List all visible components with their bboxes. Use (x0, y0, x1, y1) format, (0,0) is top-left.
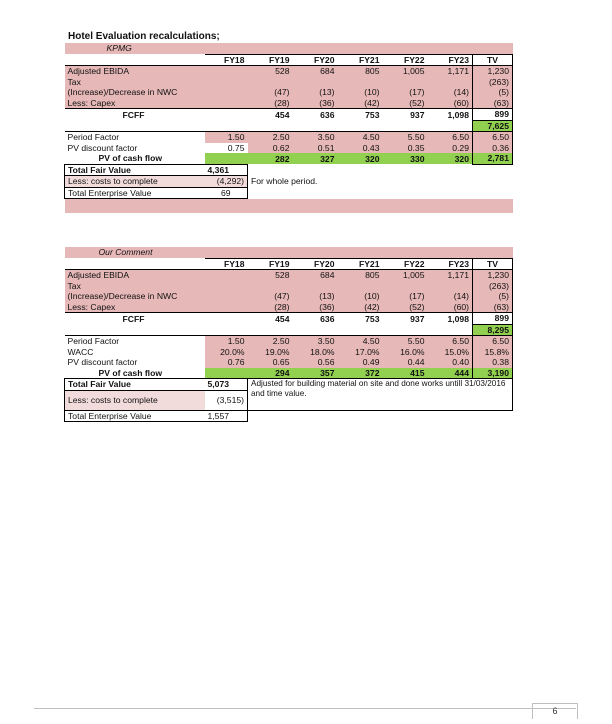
row-label: Tax (65, 281, 205, 292)
cell: 1,098 (428, 313, 473, 325)
table-row (65, 281, 513, 292)
row-label: PV of cash flow (98, 153, 163, 164)
cell: 6.50 (428, 336, 473, 347)
cell (338, 281, 383, 292)
summary-value: 4,361 (205, 164, 248, 176)
cell: (17) (383, 87, 428, 98)
cell: 0.35 (383, 143, 428, 154)
cell (205, 109, 248, 121)
table-row (65, 270, 513, 281)
cell: 937 (383, 109, 428, 121)
note: Adjusted for building material on site and done works untill 31/03/2016 and time value. (248, 379, 513, 411)
cell: 16.0% (383, 347, 428, 358)
table-row (65, 87, 513, 98)
table-row (65, 347, 513, 358)
spacer (65, 199, 513, 214)
year-header: FY23 (428, 258, 473, 270)
cell: 805 (338, 66, 383, 77)
cell (205, 368, 248, 379)
cell (205, 302, 248, 313)
cell (383, 77, 428, 88)
cell: (52) (383, 302, 428, 313)
table-row-pv (65, 153, 513, 164)
kpmg-banner: KPMG (65, 43, 513, 54)
summary-row (65, 379, 513, 391)
cell: 444 (428, 368, 473, 379)
tv-total-row (65, 120, 513, 132)
row-label: PV of cash flow (98, 367, 163, 378)
cell: 1.50 (205, 336, 248, 347)
cell: (60) (428, 302, 473, 313)
cell (205, 270, 248, 281)
cell: 6.50 (473, 336, 513, 347)
cell (338, 77, 383, 88)
summary-label: Total Fair Value (65, 164, 205, 176)
row-label: FCFF (65, 313, 205, 325)
cell (205, 77, 248, 88)
year-header-tv: TV (473, 54, 513, 66)
cell: 0.36 (473, 143, 513, 154)
cell: (42) (338, 98, 383, 109)
cell: (47) (248, 291, 293, 302)
cell: 4.50 (338, 132, 383, 143)
year-header: FY20 (293, 54, 338, 66)
row-label: Period Factor (65, 132, 205, 143)
summary-value: (3,515) (205, 390, 248, 410)
cell: 0.38 (473, 357, 513, 368)
cell: 1,230 (473, 270, 513, 281)
row-label: Tax (65, 77, 205, 88)
row-label: (Increase)/Decrease in NWC (65, 291, 205, 302)
summary-value: 5,073 (205, 379, 248, 391)
cell: 3,190 (473, 368, 513, 379)
cell: 1,098 (428, 109, 473, 121)
tv-total: 7,625 (473, 120, 513, 132)
summary-value: 69 (205, 187, 248, 199)
cell: 1,005 (383, 66, 428, 77)
blank (248, 187, 513, 199)
cell (428, 77, 473, 88)
cell: 320 (428, 153, 473, 164)
page-number: 6 (532, 703, 578, 719)
cell: (263) (473, 281, 513, 292)
kpmg-valuation-table (64, 43, 513, 213)
footer-rule (34, 708, 576, 709)
cell: 6.50 (473, 132, 513, 143)
cell: (5) (473, 291, 513, 302)
table-row (65, 291, 513, 302)
summary-row (65, 410, 513, 422)
cell (205, 153, 248, 164)
cell: 684 (293, 270, 338, 281)
cell: 805 (338, 270, 383, 281)
cell: 1.50 (205, 132, 248, 143)
our-valuation-table (64, 247, 513, 422)
cell: (60) (428, 98, 473, 109)
cell: 20.0% (205, 347, 248, 358)
row-label: Less: Capex (65, 98, 205, 109)
cell: 4.50 (338, 336, 383, 347)
cell: 320 (338, 153, 383, 164)
year-header: FY18 (205, 54, 248, 66)
cell: 327 (293, 153, 338, 164)
table-row (65, 357, 513, 368)
our-banner: Our Comment (65, 247, 513, 258)
summary-value: (4,292) (205, 176, 248, 188)
cell: (42) (338, 302, 383, 313)
cell: (10) (338, 291, 383, 302)
summary-row (65, 187, 513, 199)
year-header-spacer (65, 54, 205, 66)
summary-label: Less: costs to complete (65, 390, 205, 410)
year-header: FY23 (428, 54, 473, 66)
year-header: FY20 (293, 258, 338, 270)
summary-label: Total Enterprise Value (65, 187, 205, 199)
cell: 2,781 (473, 153, 513, 164)
cell: 0.43 (338, 143, 383, 154)
cell: 18.0% (293, 347, 338, 358)
cell: 372 (338, 368, 383, 379)
row-label: (Increase)/Decrease in NWC (65, 87, 205, 98)
cell: 0.40 (428, 357, 473, 368)
cell: 5.50 (383, 132, 428, 143)
row-label: Adjusted EBIDA (65, 66, 205, 77)
table-row-pv (65, 368, 513, 379)
tv-total-row (65, 324, 513, 336)
cell (205, 291, 248, 302)
cell (205, 281, 248, 292)
cell: 0.29 (428, 143, 473, 154)
cell: (10) (338, 87, 383, 98)
page-title: Hotel Evaluation recalculations; (68, 31, 220, 42)
cell: 15.0% (428, 347, 473, 358)
cell: 636 (293, 109, 338, 121)
cell: 3.50 (293, 336, 338, 347)
blank (65, 120, 473, 132)
cell: 454 (248, 109, 293, 121)
cell: 330 (383, 153, 428, 164)
cell: 1,230 (473, 66, 513, 77)
cell (293, 281, 338, 292)
cell (428, 281, 473, 292)
year-header: FY21 (338, 258, 383, 270)
row-label: Period Factor (65, 336, 205, 347)
cell (205, 66, 248, 77)
cell: (63) (473, 302, 513, 313)
table-row-fcff (65, 313, 513, 325)
cell: 357 (293, 368, 338, 379)
row-label: PV discount factor (67, 142, 138, 153)
cell: (36) (293, 302, 338, 313)
cell (293, 77, 338, 88)
cell: 0.51 (293, 143, 338, 154)
cell: 15.8% (473, 347, 513, 358)
note: For whole period. (251, 176, 318, 187)
cell (248, 281, 293, 292)
table-row (65, 143, 513, 154)
cell: (47) (248, 87, 293, 98)
kpmg-year-header-row (65, 54, 513, 66)
summary-value: 1,557 (205, 410, 248, 422)
cell: 0.44 (383, 357, 428, 368)
cell: 3.50 (293, 132, 338, 143)
cell: 0.65 (248, 357, 293, 368)
cell: (13) (293, 291, 338, 302)
row-label: WACC (67, 346, 94, 357)
cell: 282 (248, 153, 293, 164)
summary-row (65, 176, 513, 188)
table-row-fcff (65, 109, 513, 121)
summary-label: Less: costs to complete (65, 176, 205, 188)
cell: (14) (428, 291, 473, 302)
cell: 6.50 (428, 132, 473, 143)
year-header: FY19 (248, 258, 293, 270)
summary-label: Total Fair Value (65, 379, 205, 391)
cell: (5) (473, 87, 513, 98)
cell (383, 281, 428, 292)
cell: 0.56 (293, 357, 338, 368)
cell: 937 (383, 313, 428, 325)
kpmg-banner-row (65, 43, 513, 54)
row-label: Less: Capex (65, 302, 205, 313)
year-header: FY18 (205, 258, 248, 270)
table-row (65, 66, 513, 77)
row-label: Adjusted EBIDA (65, 270, 205, 281)
cell: 1,171 (428, 66, 473, 77)
summary-row (65, 164, 513, 176)
year-header-row (65, 258, 513, 270)
cell: 294 (248, 368, 293, 379)
year-header-spacer (65, 258, 205, 270)
cell: 415 (383, 368, 428, 379)
cell: (52) (383, 98, 428, 109)
cell: 0.49 (338, 357, 383, 368)
cell (205, 98, 248, 109)
cell: 0.62 (248, 143, 293, 154)
cell: 528 (248, 66, 293, 77)
table-row (65, 336, 513, 347)
cell (248, 77, 293, 88)
cell: 1,171 (428, 270, 473, 281)
cell: (263) (473, 77, 513, 88)
cell: 0.76 (205, 357, 248, 368)
table-row (65, 98, 513, 109)
cell: (36) (293, 98, 338, 109)
cell: 454 (248, 313, 293, 325)
cell: 636 (293, 313, 338, 325)
cell: 17.0% (338, 347, 383, 358)
table-row (65, 77, 513, 88)
cell (205, 313, 248, 325)
blank (65, 324, 473, 336)
cell: 0.75 (227, 142, 245, 153)
year-header-tv: TV (473, 258, 513, 270)
cell: 1,005 (383, 270, 428, 281)
table-row (65, 132, 513, 143)
cell: (63) (473, 98, 513, 109)
table-row (65, 302, 513, 313)
tv-total: 8,295 (473, 324, 513, 336)
cell: (28) (248, 302, 293, 313)
cell: 528 (248, 270, 293, 281)
cell: (14) (428, 87, 473, 98)
cell: 753 (338, 313, 383, 325)
cell: 19.0% (248, 347, 293, 358)
cell: (28) (248, 98, 293, 109)
cell: 753 (338, 109, 383, 121)
blank (248, 410, 513, 422)
blank (248, 164, 513, 176)
cell: (13) (293, 87, 338, 98)
cell: 2.50 (248, 336, 293, 347)
cell: 684 (293, 66, 338, 77)
year-header: FY22 (383, 258, 428, 270)
cell: (17) (383, 291, 428, 302)
row-label: PV discount factor (67, 357, 138, 368)
cell: 899 (473, 313, 513, 325)
year-header: FY19 (248, 54, 293, 66)
year-header: FY21 (338, 54, 383, 66)
our-banner-row (65, 247, 513, 258)
summary-label: Total Enterprise Value (65, 410, 205, 422)
spacer-row (65, 199, 513, 214)
row-label: FCFF (65, 109, 205, 121)
cell: 5.50 (383, 336, 428, 347)
cell: 2.50 (248, 132, 293, 143)
cell (205, 87, 248, 98)
year-header: FY22 (383, 54, 428, 66)
cell: 899 (473, 109, 513, 121)
